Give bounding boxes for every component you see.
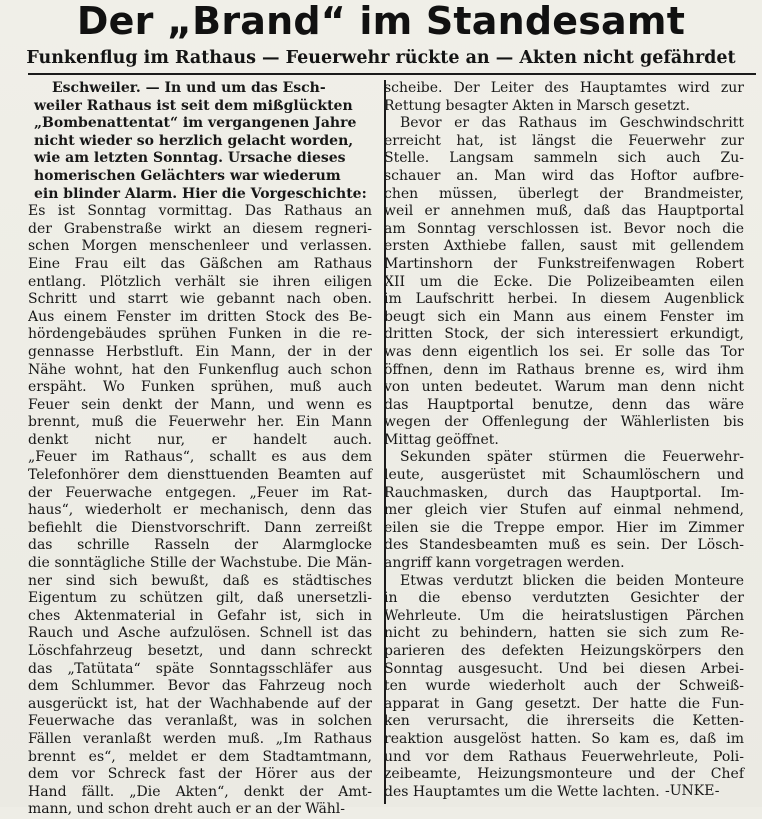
right-column-line: zeibeamte, Heizungsmonteure und der Chef bbox=[384, 766, 744, 783]
headline: Der „Brand“ im Standesamt bbox=[76, 0, 686, 43]
right-column-line: ten wurde wiederholt auch der Schweiß- bbox=[384, 678, 744, 695]
left-column-line: Feuer sein denkt der Mann, und wenn es bbox=[28, 396, 372, 413]
right-column-line: in die ebenso verdutzten Gesichter der bbox=[384, 590, 744, 607]
right-column-line: leute, ausgerüstet mit Schaumlöschern und bbox=[384, 467, 744, 484]
left-column-line: denkt nicht nur, er handelt auch. bbox=[28, 431, 372, 448]
right-column-line: angriff kann vorgetragen werden. bbox=[384, 555, 625, 572]
left-column-line: der Feuerwache entgegen. „Feuer im Rat- bbox=[28, 484, 372, 501]
left-column-line: Telefonhörer dem diensttuenden Beamten auf bbox=[28, 467, 372, 484]
right-column-line: Sekunden später stürmen die Feuerwehr- bbox=[400, 449, 744, 466]
right-column-line: mer gleich vier Stufen auf einmal nehmend, bbox=[384, 502, 744, 519]
left-column-line: haus“, wiederholt er mechanisch, denn das bbox=[28, 502, 372, 519]
left-column-line: „Feuer im Rathaus“, schallt es aus dem bbox=[28, 449, 372, 466]
right-column-line: ken verursacht, die ihrerseits die Ketten- bbox=[384, 713, 744, 730]
left-column-line: Nähe wohnt, hat den Funkenflug auch schon bbox=[28, 361, 372, 378]
right-column-line: reaktion ausgelöst hatten. So kam es, daß im bbox=[384, 730, 744, 747]
right-column-line: erreicht hat, ist längst die Feuerwehr zur bbox=[384, 132, 744, 149]
left-column-line: ner sind sich bewußt, daß es städtisches bbox=[28, 572, 372, 589]
right-column-line: des Standesbeamten muß es sein. Der Lösch- bbox=[384, 537, 744, 554]
right-column-line: chen müssen, überlegt der Brandmeister, bbox=[384, 185, 744, 202]
right-column-line: Martinshorn der Funkstreifenwagen Robert bbox=[384, 255, 744, 272]
right-column-line: apparat in Gang gesetzt. Der hatte die Fun- bbox=[384, 695, 744, 712]
left-column-line: entlang. Plötzlich verhält sie ihren eiligen bbox=[28, 273, 372, 290]
left-column-line: weiler Rathaus ist seit dem mißglückten bbox=[34, 97, 353, 114]
right-column-line: von unten bedeutet. Warum man denn nicht bbox=[384, 379, 744, 396]
left-column-line: Rauch und Asche aufzulösen. Schnell ist das bbox=[28, 625, 372, 642]
left-column-line: nicht wieder so herzlich gelacht worden, bbox=[34, 132, 354, 149]
left-column-line: Schritt und starrt wie gebannt nach oben. bbox=[28, 291, 372, 308]
left-column-line: erspäht. Wo Funken sprühen, muß auch bbox=[28, 379, 372, 396]
left-column-line: hördengebäudes sprühen Funken in die re- bbox=[28, 326, 372, 343]
right-column-line: wegen der Offenlegung der Wählerlisten bis bbox=[384, 414, 744, 431]
left-column-line: Eschweiler. — In und um das Esch- bbox=[52, 80, 326, 96]
left-column-line: „Bombenattentat“ im vergangenen Jahre bbox=[34, 115, 357, 132]
left-column-line: befiehlt die Dienstvorschrift. Dann zerreißt bbox=[28, 519, 372, 536]
right-column-line: Bevor er das Rathaus im Geschwindschritt bbox=[400, 115, 744, 132]
right-column-line: was denn eigentlich los sei. Er solle das Tor bbox=[384, 343, 744, 360]
left-column-line: gennasse Herbstluft. Ein Mann, der in der bbox=[28, 343, 372, 360]
left-column-line: brennt es“, meldet er dem Stadtamtmann, bbox=[28, 748, 372, 765]
left-column-line: mann, und schon dreht auch er an der Wähl- bbox=[28, 801, 346, 818]
left-column-line: die sonntägliche Stille der Wachstube. Die Män- bbox=[28, 555, 372, 572]
right-column-line: weil er annehmen muß, daß das Hauptportal bbox=[384, 203, 744, 220]
right-column-line: im Laufschritt herbei. In diesem Augenblick bbox=[384, 291, 744, 308]
article-left-column bbox=[28, 80, 384, 819]
right-column-line: am Sonntag verschlossen ist. Bevor noch die bbox=[384, 220, 744, 237]
right-column-line: des Hauptamtes um die Wette lachten. bbox=[384, 783, 660, 800]
right-column-line: Sonntag ausgesucht. Und bei diesen Arbei- bbox=[384, 660, 744, 677]
left-column-line: das schrille Rasseln der Alarmglocke bbox=[28, 537, 372, 554]
right-column-line: nicht zu behindern, hatten sie sich zum Re- bbox=[384, 625, 744, 642]
article-right-column bbox=[384, 80, 754, 801]
left-column-line: Eine Frau eilt das Gäßchen am Rathaus bbox=[28, 255, 372, 272]
left-column-line: Eigentum zu schützen gilt, daß unersetzli- bbox=[28, 590, 372, 607]
right-column-line: Stelle. Langsam sammeln sich auch Zu- bbox=[384, 150, 744, 167]
right-column-line: Rettung besagter Akten in Marsch gesetzt. bbox=[384, 97, 690, 114]
right-column-line: schauer an. Man wird das Hoftor aufbre- bbox=[384, 167, 744, 184]
left-column-line: ches Aktenmaterial in Gefahr ist, sich in bbox=[28, 607, 372, 624]
right-column-line: Wehrleute. Um die heiratslustigen Pärchen bbox=[384, 607, 744, 624]
left-column-line: Aus einem Fenster im dritten Stock des Be- bbox=[28, 308, 372, 325]
top-rule bbox=[28, 73, 756, 75]
left-column-line: schen Morgen menschenleer und verlassen. bbox=[28, 238, 372, 255]
right-column-line: parieren des defekten Heizungskörpers den bbox=[384, 643, 744, 659]
author-signature: -UNKE- bbox=[665, 783, 720, 799]
left-column-line: ein blinder Alarm. Hier die Vorgeschichte: bbox=[34, 185, 367, 202]
left-column-line: das „Tatütata“ späte Sonntagsschläfer aus bbox=[28, 660, 372, 677]
right-column-line: Etwas verdutzt blicken die beiden Monteure bbox=[400, 572, 744, 589]
right-column-line: Mittag geöffnet. bbox=[384, 431, 499, 448]
right-column-line: Rauchmasken, durch das Hauptportal. Im- bbox=[384, 484, 744, 501]
left-column-line: Löschfahrzeug besetzt, und dann schreckt bbox=[28, 643, 372, 659]
left-column-line: wie am letzten Sonntag. Ursache dieses bbox=[34, 150, 346, 167]
left-column-line: der Grabenstraße wirkt an diesem regneri- bbox=[28, 220, 372, 237]
right-column-line: und vor dem Rathaus Feuerwehrleute, Poli- bbox=[384, 748, 744, 765]
right-column-line: beugt sich ein Mann aus einem Fenster im bbox=[384, 308, 744, 325]
left-column-line: brennt, muß die Feuerwehr her. Ein Mann bbox=[28, 414, 372, 431]
left-column-line: dem Schlummer. Bevor das Fahrzeug noch bbox=[28, 678, 372, 695]
left-column-line: ausgerückt ist, hat der Wachhabende auf der bbox=[28, 695, 372, 712]
right-column-line: ersten Axthiebe fallen, saust mit gellendem bbox=[384, 238, 744, 255]
right-column-line: öffnen, denn im Rathaus brenne es, wird ihm bbox=[384, 361, 744, 378]
left-column-line: homerischen Gelächters war wiederum bbox=[34, 167, 341, 184]
right-column-line: eilen sie die Treppe empor. Hier im Zimmer bbox=[384, 519, 744, 536]
right-column-line: das Hauptportal benutze, denn das wäre bbox=[384, 396, 744, 413]
right-column-line: XII um die Ecke. Die Polizeibeamten eilen bbox=[384, 273, 744, 290]
left-column-line: Feuerwache das veranlaßt, was in solchen bbox=[28, 713, 372, 730]
subheadline: Funkenflug im Rathaus — Feuerwehr rückte an — Akten nicht gefährdet bbox=[26, 48, 736, 68]
right-column-line: scheibe. Der Leiter des Hauptamtes wird zur bbox=[384, 80, 744, 96]
left-column-line: Es ist Sonntag vormittag. Das Rathaus an bbox=[28, 203, 372, 220]
right-column-line: dritten Stock, der sich interessiert erkundigt, bbox=[384, 326, 744, 343]
left-column-line: Fällen veranlaßt werden muß. „Im Rathaus bbox=[28, 730, 372, 747]
left-column-line: dem vor Schreck fast der Hörer aus der bbox=[28, 766, 372, 783]
left-column-line: Hand fällt. „Die Akten“, denkt der Amt- bbox=[28, 783, 372, 800]
